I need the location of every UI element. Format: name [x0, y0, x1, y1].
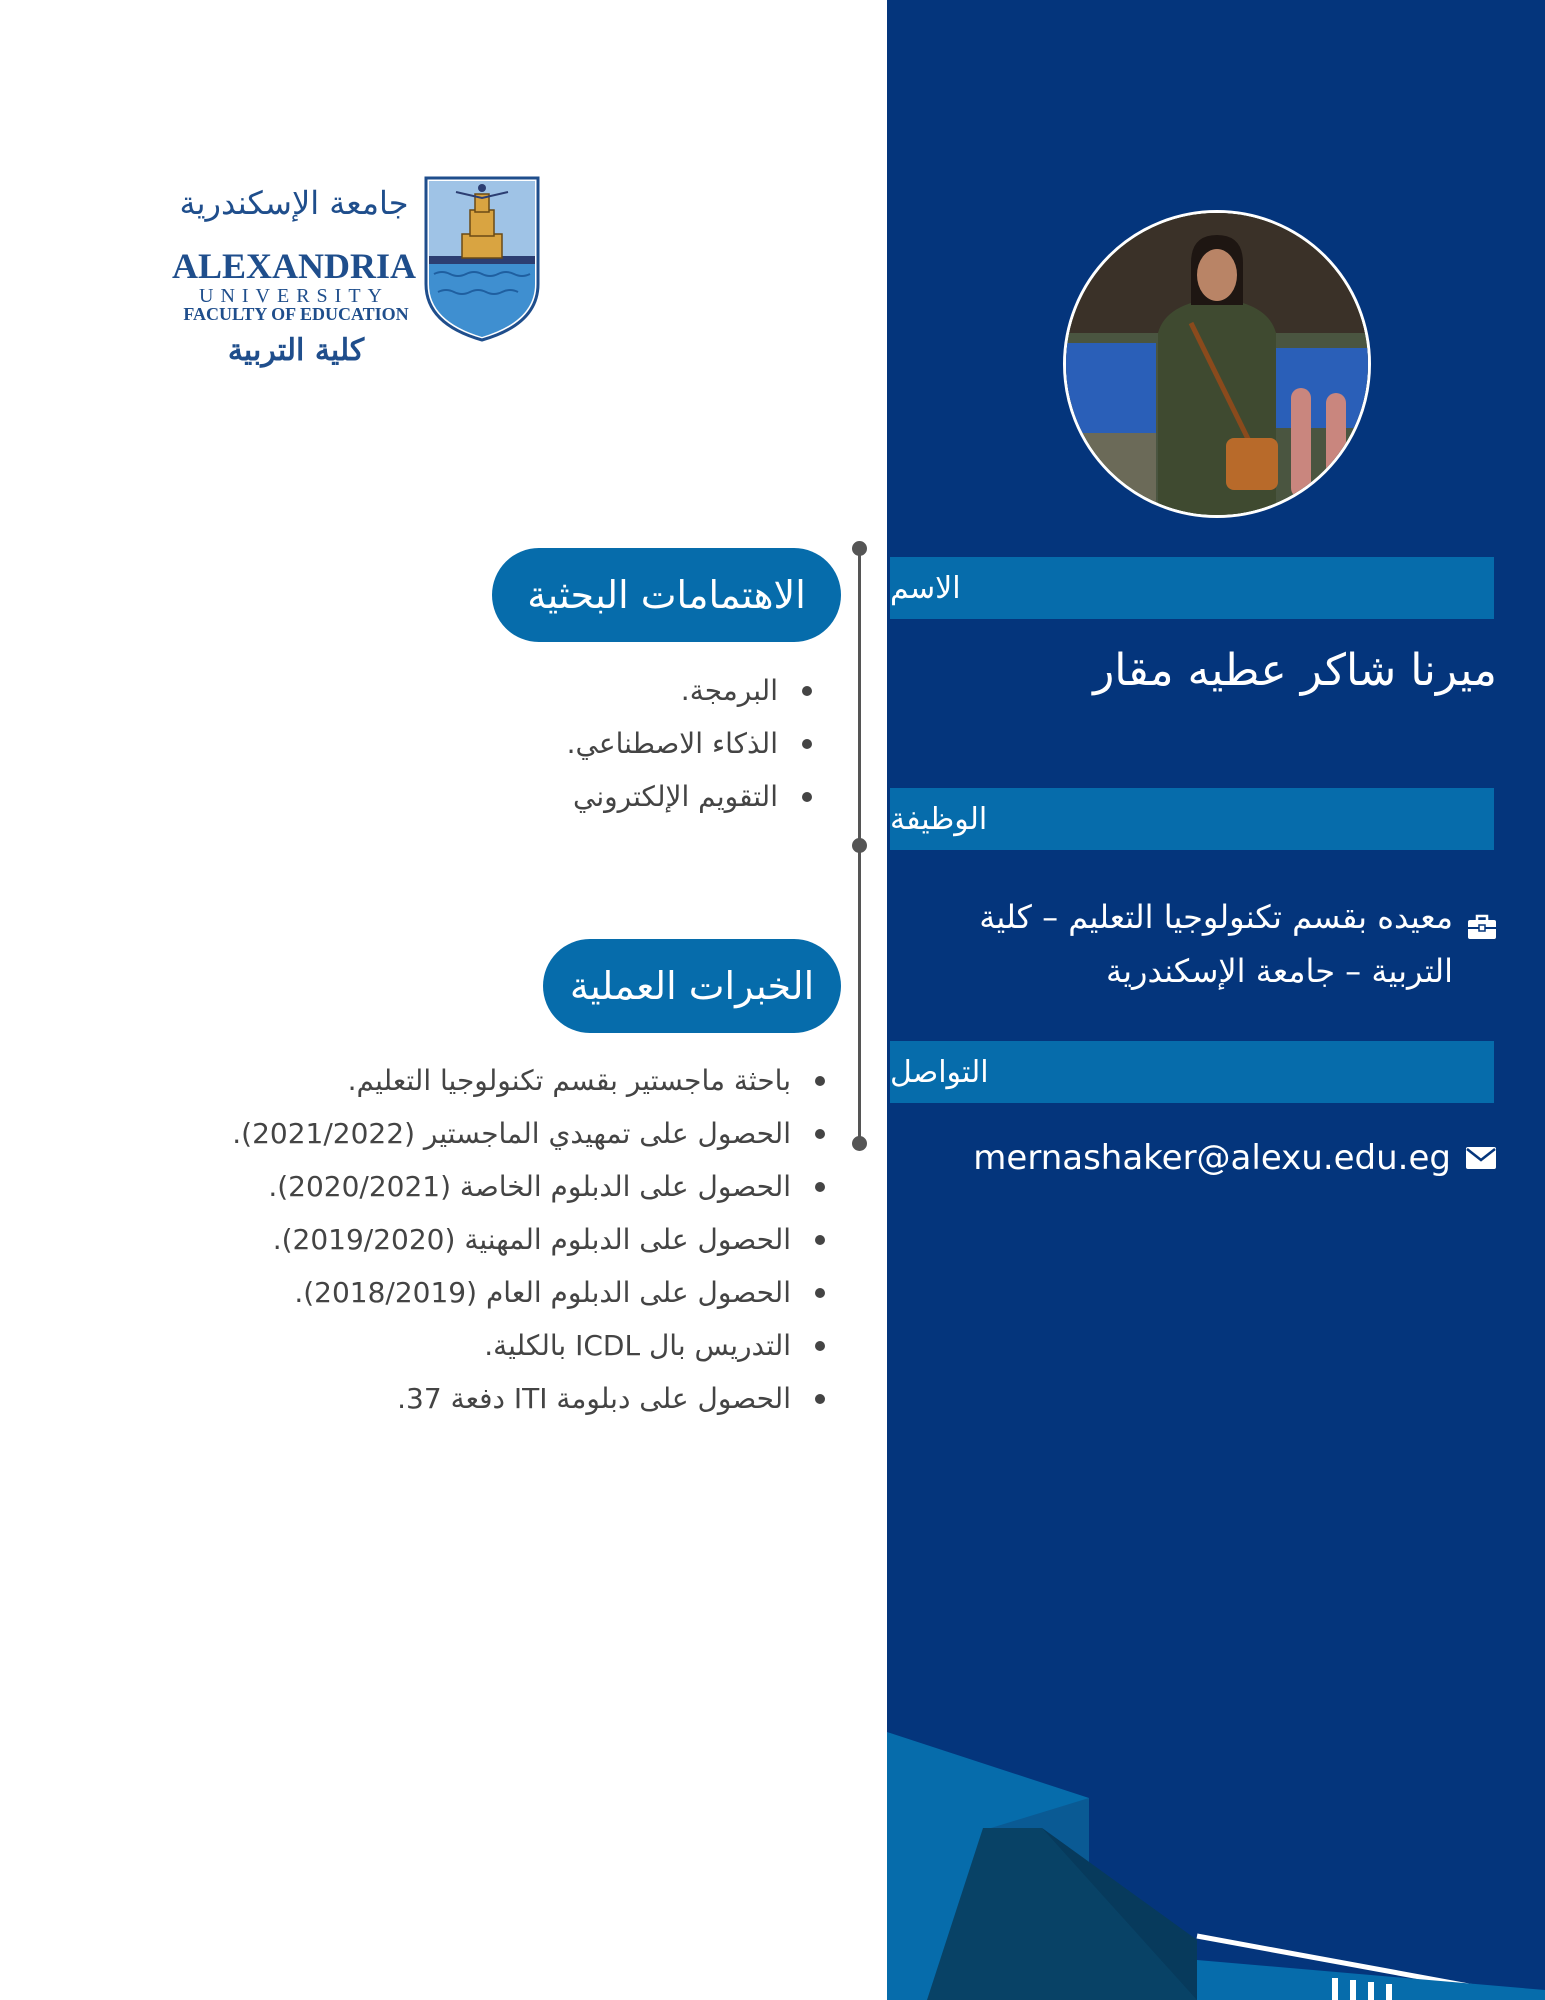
logo-arabic-university: جامعة الإسكندرية — [179, 184, 409, 222]
decorative-shapes — [887, 1720, 1545, 2000]
profile-photo — [1063, 210, 1371, 518]
lighthouse-shield-icon — [426, 178, 538, 340]
list-item: التدريس بال ICDL بالكلية. — [232, 1319, 829, 1372]
name-label: الاسم — [890, 570, 961, 606]
list-item: الذكاء الاصطناعي. — [567, 717, 816, 770]
research-section-title: الاهتمامات البحثية — [492, 548, 841, 642]
experience-list — [232, 1054, 829, 1425]
list-item: الحصول على تمهيدي الماجستير (2021/2022). — [232, 1107, 829, 1160]
person-name: ميرنا شاكر عطيه مقار — [1093, 645, 1497, 696]
job-label: الوظيفة — [890, 801, 988, 837]
job-title: معيده بقسم تكنولوجيا التعليم – كلية التربية – جامعة الإسكندرية — [979, 898, 1453, 990]
timeline-dot — [852, 838, 867, 853]
university-logo — [166, 174, 542, 374]
email-row — [973, 1138, 1497, 1178]
research-list — [567, 664, 816, 823]
contact-label: التواصل — [890, 1054, 989, 1090]
job-label-bar — [890, 788, 1494, 850]
list-item: الحصول على الدبلوم المهنية (2019/2020). — [232, 1213, 829, 1266]
profile-panel — [887, 0, 1545, 2000]
list-item: الحصول على دبلومة ITI دفعة 37. — [232, 1372, 829, 1425]
list-item: البرمجة. — [567, 664, 816, 717]
list-item: الحصول على الدبلوم الخاصة (2020/2021). — [232, 1160, 829, 1213]
name-label-bar — [890, 557, 1494, 619]
list-item: التقويم الإلكتروني — [567, 770, 816, 823]
logo-english-university: ALEXANDRIA — [171, 246, 417, 286]
experience-section-title: الخبرات العملية — [543, 939, 841, 1033]
list-item: باحثة ماجستير بقسم تكنولوجيا التعليم. — [232, 1054, 829, 1107]
job-block — [977, 890, 1497, 998]
list-item: الحصول على الدبلوم العام (2018/2019). — [232, 1266, 829, 1319]
envelope-icon — [1465, 1146, 1497, 1170]
contact-label-bar — [890, 1041, 1494, 1103]
logo-english-sub: UNIVERSITY — [199, 285, 389, 307]
timeline-dot — [852, 541, 867, 556]
briefcase-icon — [1467, 902, 1497, 956]
timeline-dot — [852, 1136, 867, 1151]
logo-arabic-faculty: كلية التربية — [227, 333, 365, 368]
logo-english-faculty: FACULTY OF EDUCATION — [183, 304, 409, 324]
email-link[interactable]: mernashaker@alexu.edu.eg — [973, 1138, 1451, 1178]
